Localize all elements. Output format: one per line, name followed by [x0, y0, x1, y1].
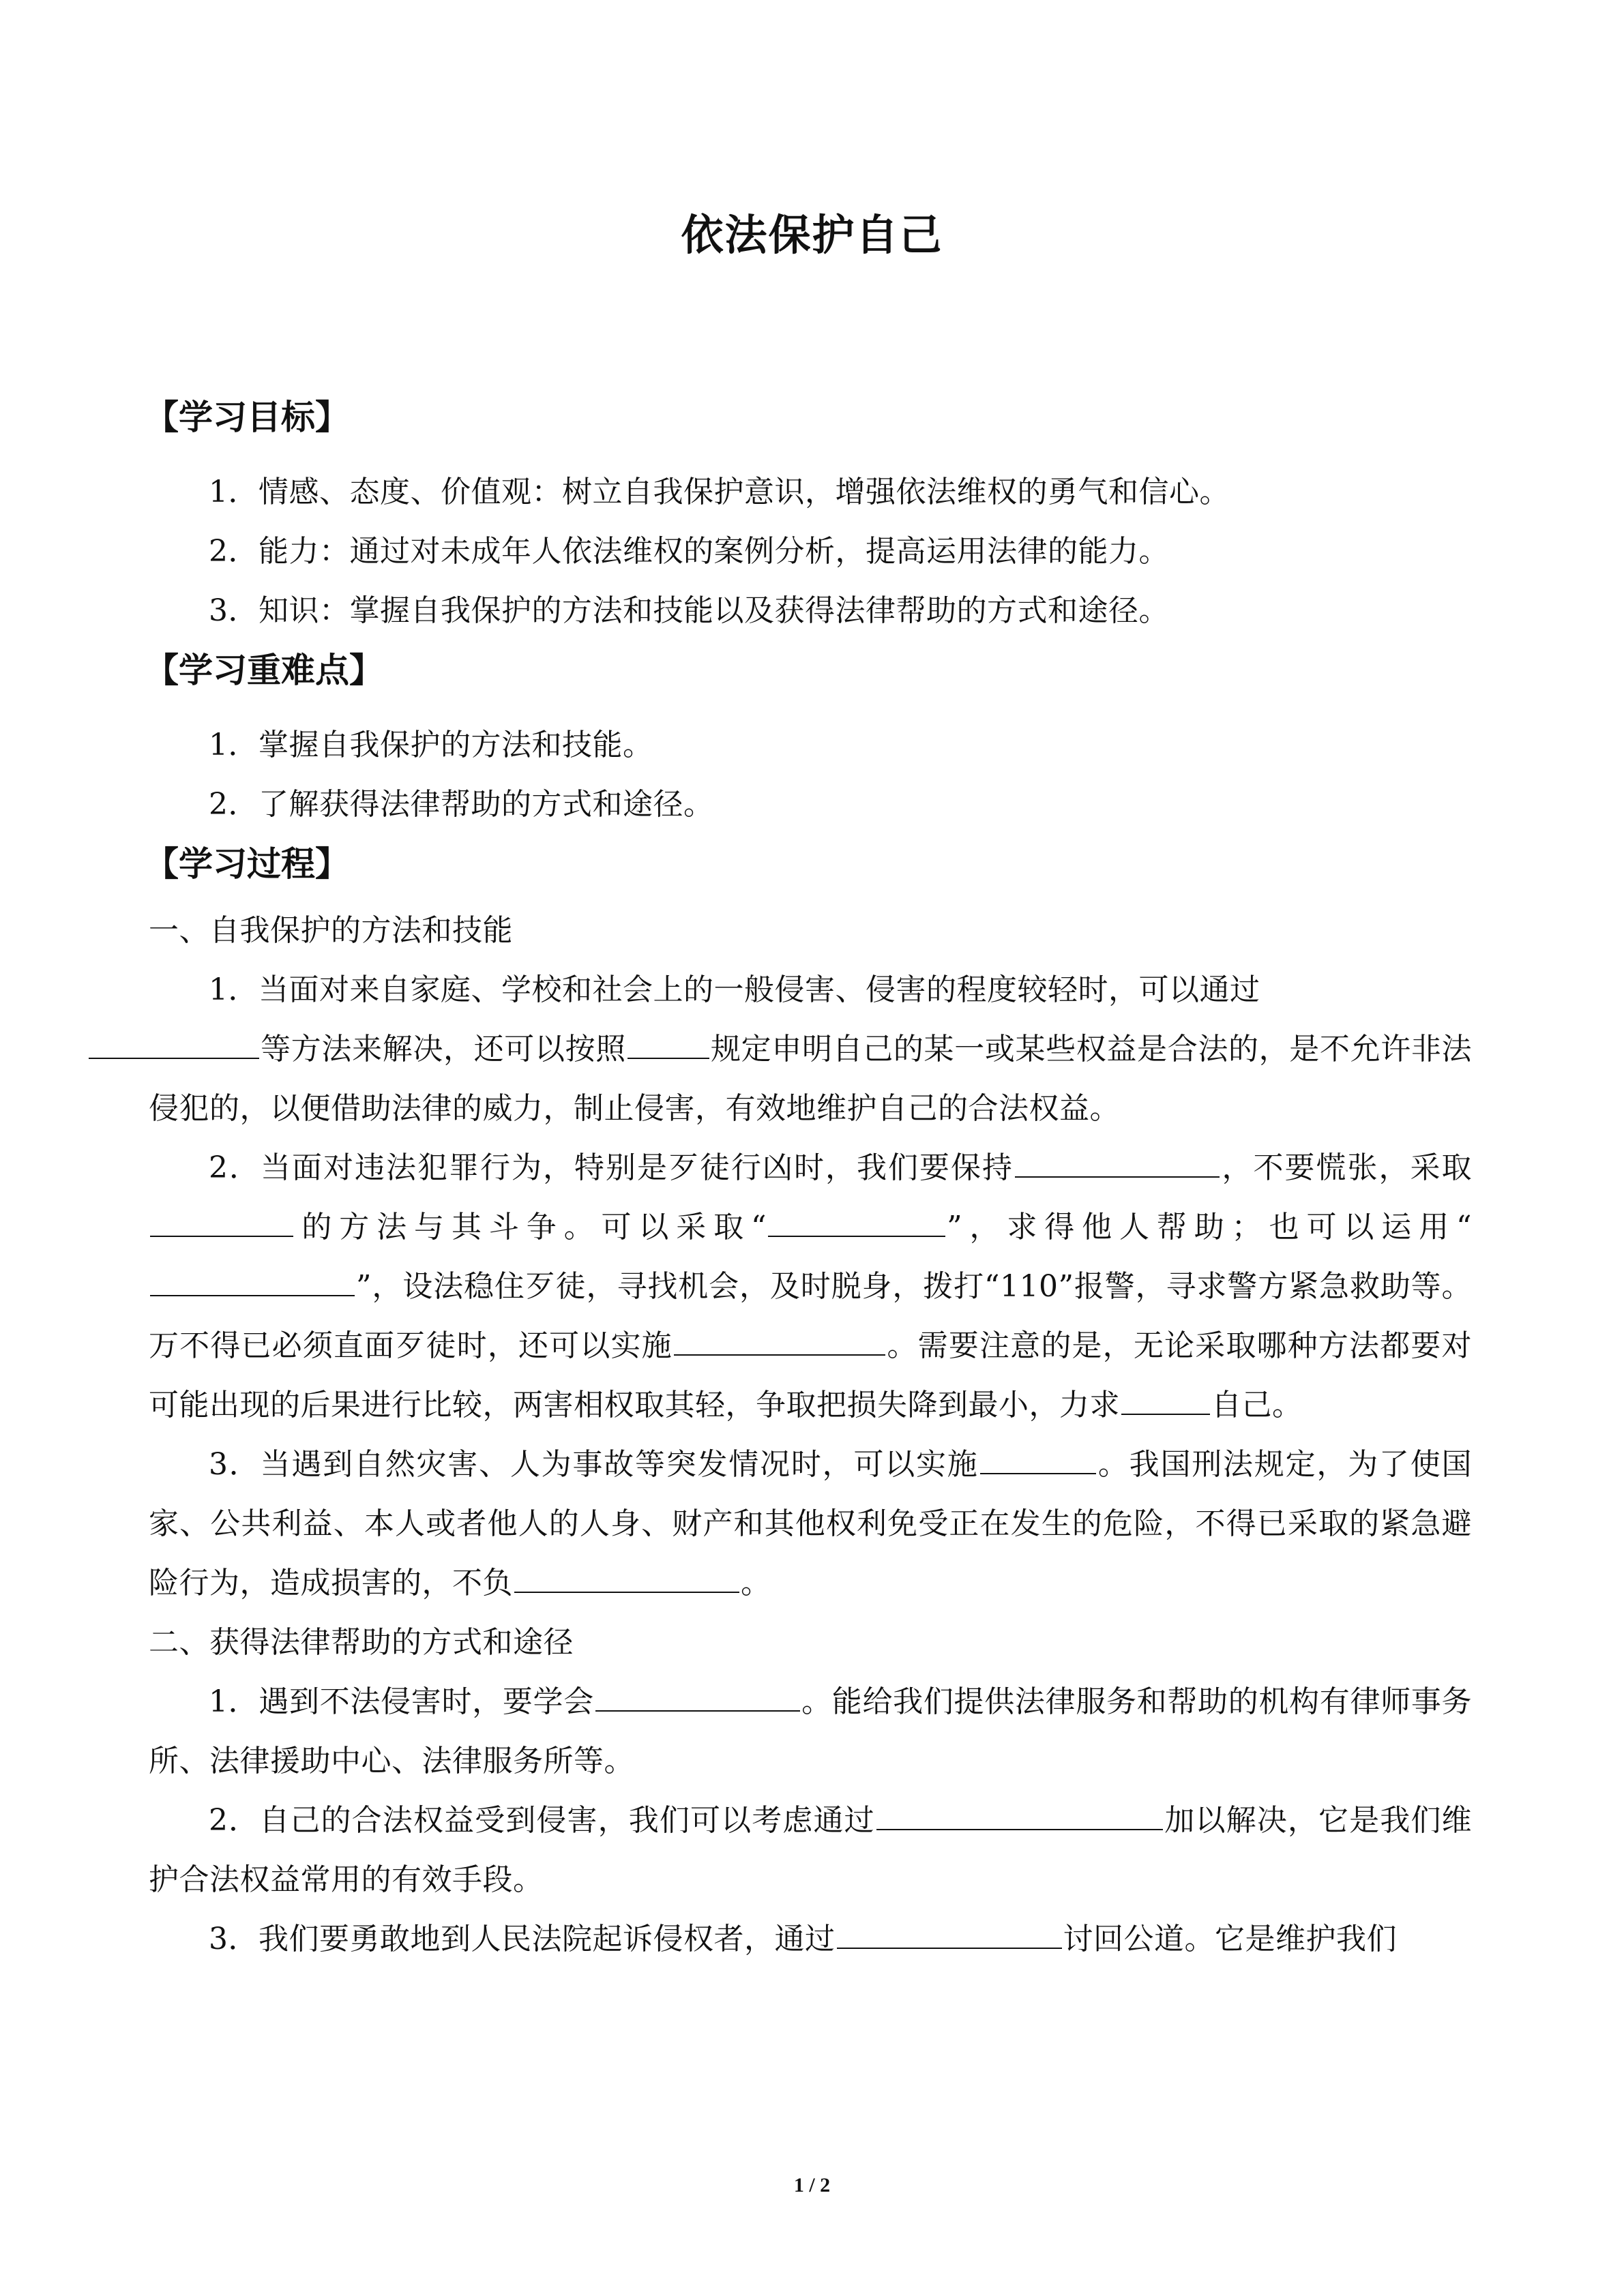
document-body	[145, 387, 1473, 1969]
answer-blank[interactable]	[1121, 1413, 1210, 1415]
section-heading-key: 【学习重难点】	[145, 651, 383, 690]
answer-blank[interactable]	[150, 1294, 355, 1296]
page-title: 依法保护自己	[681, 210, 943, 260]
answer-blank[interactable]	[595, 1710, 800, 1712]
answer-blank[interactable]	[837, 1947, 1062, 1949]
answer-blank[interactable]	[1015, 1176, 1220, 1178]
answer-blank[interactable]	[768, 1235, 945, 1237]
answer-blank[interactable]	[89, 1057, 259, 1059]
page-number: 1 / 2	[793, 2174, 831, 2196]
section-heading-goals: 【学习目标】	[145, 398, 349, 437]
fill-in-paragraph: 2．当面对违法犯罪行为，特别是歹徒行凶时，我们要保持 ，不要慌张，采取的方法与其斗争。可以采取“ ”，求得他人帮助；也可以运用“”，设法稳住歹徒，寻找机会，及时脱身，拨打“110”报警，寻求警方紧急救助等。万不得已必须直面歹徒时，还可以实施 。需要注意的是，无论采取哪种方法都要对可能出现的后果进行比较，两害相权取其轻，争取把损失降到最小，力求 自己。	[149, 1150, 1473, 1422]
fill-in-paragraph: 1．当面对来自家庭、学校和社会上的一般侵害、侵害的程度较轻时，可以通过 等方法来解决，还可以按照 规定申明自己的某一或某些权益是合法的，是不允许非法侵犯的，以便借助法律的威力，制止侵害，有效地维护自己的合法权益。	[149, 960, 1472, 1138]
fill-in-paragraph: 3．我们要勇敢地到人民法院起诉侵权者，通过 讨回公道。它是维护我们	[209, 1922, 1397, 1956]
key-item: 2．了解获得法律帮助的方式和途径。	[209, 787, 714, 822]
fill-in-paragraph: 3．当遇到自然灾害、人为事故等突发情况时，可以实施 。我国刑法规定，为了使国家、公共利益、本人或者他人的人身、财产和其他权利免受正在发生的危险，不得已采取的紧急避险行为，造成损害的，不负 。	[149, 1447, 1472, 1600]
goal-item: 3．知识：掌握自我保护的方法和技能以及获得法律帮助的方式和途径。	[209, 593, 1169, 628]
goal-item: 2．能力：通过对未成年人依法维权的案例分析，提高运用法律的能力。	[209, 534, 1169, 569]
part-title: 一、自我保护的方法和技能	[149, 913, 513, 948]
part-title: 二、获得法律帮助的方式和途径	[149, 1625, 574, 1660]
fill-in-paragraph: 2．自己的合法权益受到侵害，我们可以考虑通过 加以解决，它是我们维护合法权益常用的有效手段。	[149, 1803, 1472, 1897]
answer-blank[interactable]	[150, 1235, 293, 1237]
answer-blank[interactable]	[514, 1591, 739, 1593]
answer-blank[interactable]	[674, 1354, 885, 1356]
key-item: 1．掌握自我保护的方法和技能。	[209, 728, 653, 762]
answer-blank[interactable]	[876, 1828, 1163, 1830]
fill-in-paragraph: 1．遇到不法侵害时，要学会 。能给我们提供法律服务和帮助的机构有律师事务所、法律援助中心、法律服务所等。	[149, 1684, 1473, 1778]
goal-item: 1．情感、态度、价值观：树立自我保护意识，增强依法维权的勇气和信心。	[209, 475, 1230, 509]
answer-blank[interactable]	[628, 1057, 709, 1059]
answer-blank[interactable]	[980, 1472, 1096, 1474]
section-heading-process: 【学习过程】	[145, 844, 349, 884]
